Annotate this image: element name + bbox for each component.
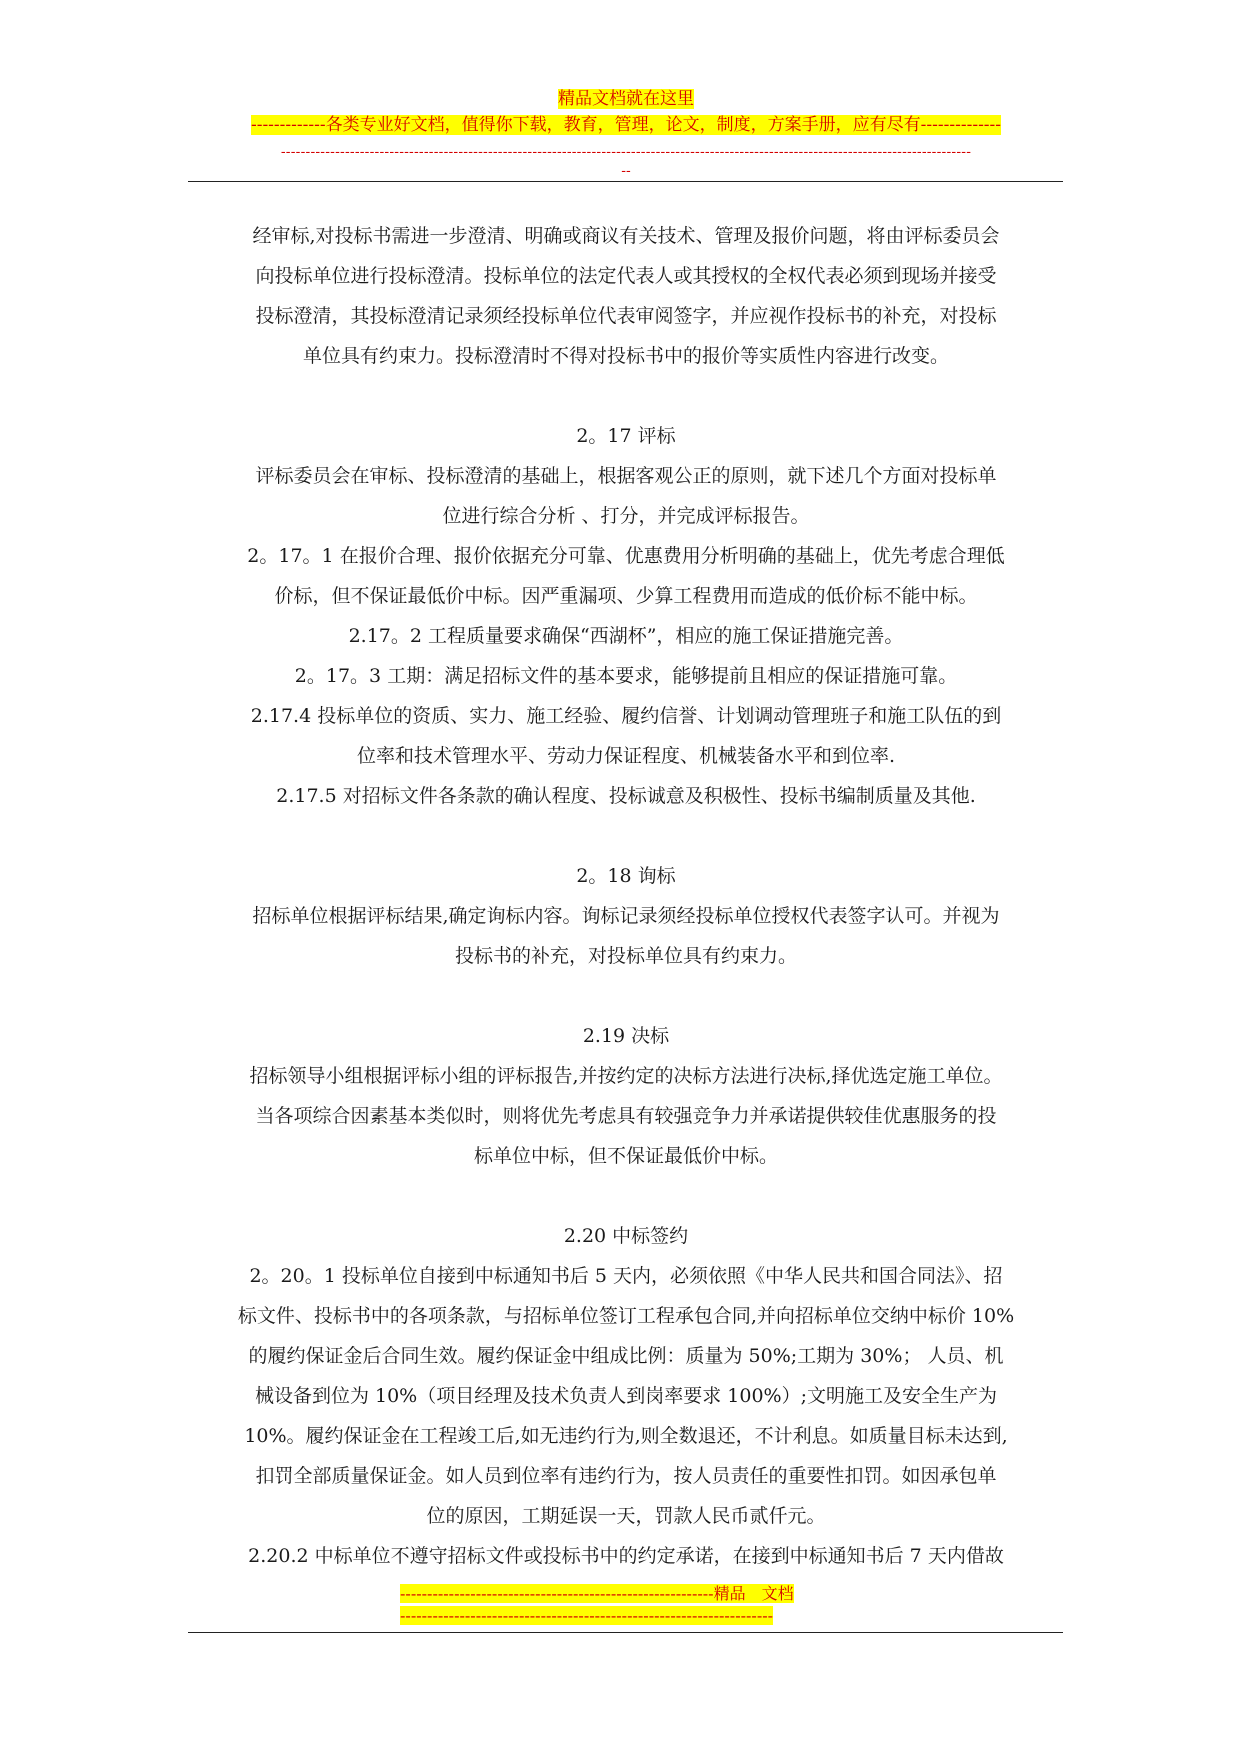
body-line: 位率和技术管理水平、劳动力保证程度、机械装备水平和到位率.: [356, 745, 896, 767]
body-line: 2。17 评标: [576, 425, 676, 447]
body-line: 评标委员会在审标、投标澄清的基础上，根据客观公正的原则，就下述几个方面对投标单: [255, 465, 997, 487]
body-line: 价标，但不保证最低价中标。因严重漏项、少算工程费用而造成的低价标不能中标。: [274, 585, 978, 607]
body-line: 投标澄清，其投标澄清记录须经投标单位代表审阅签字，并应视作投标书的补充，对投标: [255, 305, 997, 327]
body-line: 单位具有约束力。投标澄清时不得对投标书中的报价等实质性内容进行改变。: [302, 345, 949, 367]
blank-line: [188, 976, 1064, 1016]
header-divider: [188, 181, 1063, 182]
body-line: 投标书的补充，对投标单位具有约束力。: [454, 945, 797, 967]
body-line: 械设备到位为 10%（项目经理及技术负责人到岗率要求 100%）;文明施工及安全生产为: [254, 1385, 998, 1407]
body-line: 2.17.5 对招标文件各条款的确认程度、投标诚意及积极性、投标书编制质量及其他.: [276, 785, 976, 807]
body-line: 标文件、投标书中的各项条款，与招标单位签订工程承包合同,并向招标单位交纳中标价 10%: [237, 1305, 1015, 1327]
body-line: 2.20.2 中标单位不遵守招标文件或投标书中的约定承诺，在接到中标通知书后 7 天内借故: [248, 1545, 1004, 1567]
body-line: 2.17。2 工程质量要求确保“西湖杯”，相应的施工保证措施完善。: [348, 625, 904, 647]
document-body: [188, 216, 1064, 1576]
body-line: 当各项综合因素基本类似时，则将优先考虑具有较强竞争力并承诺提供较佳优惠服务的投: [255, 1105, 997, 1127]
footer-divider: [188, 1632, 1063, 1633]
body-line: 的履约保证金后合同生效。履约保证金中组成比例：质量为 50%;工期为 30%； 人员、机: [248, 1345, 1004, 1367]
body-line: 2.17.4 投标单位的资质、实力、施工经验、履约信誉、计划调动管理班子和施工队伍的到: [250, 705, 1002, 727]
header-dash-line: --------------------------------------------------------------------------------------------------------------------------------------------: [280, 144, 972, 160]
body-line: 位进行综合分析 、打分，并完成评标报告。: [442, 505, 810, 527]
body-line: 10%。履约保证金在工程竣工后,如无违约行为,则全数退还，不计利息。如质量目标未达到,: [244, 1425, 1008, 1447]
header-dash-line-end: --: [621, 163, 631, 179]
body-line: 招标领导小组根据评标小组的评标报告,并按约定的决标方法进行决标,择优选定施工单位。: [249, 1065, 1003, 1087]
body-line: 招标单位根据评标结果,确定询标内容。询标记录须经投标单位授权代表签字认可。并视为: [252, 905, 1000, 927]
header-title: 精品文档就在这里: [558, 89, 694, 109]
body-line: 扣罚全部质量保证金。如人员到位率有违约行为，按人员责任的重要性扣罚。如因承包单: [255, 1465, 997, 1487]
footer-line-1: ----------------------------------------------------------精品 文档: [400, 1584, 794, 1603]
blank-line: [188, 1176, 1064, 1216]
body-line: 经审标,对投标书需进一步澄清、明确或商议有关技术、管理及报价问题，将由评标委员会: [252, 225, 1000, 247]
blank-line: [188, 376, 1064, 416]
footer-line-2: ---------------------------------------------------------------------: [400, 1606, 774, 1625]
blank-line: [188, 816, 1064, 856]
body-line: 2.20 中标签约: [563, 1225, 689, 1247]
body-line: 2。17。1 在报价合理、报价依据充分可靠、优惠费用分析明确的基础上，优先考虑合理低: [247, 545, 1005, 567]
body-line: 2。17。3 工期：满足招标文件的基本要求，能够提前且相应的保证措施可靠。: [294, 665, 958, 687]
body-line: 向投标单位进行投标澄清。投标单位的法定代表人或其授权的全权代表必须到现场并接受: [255, 265, 997, 287]
body-line: 位的原因，工期延误一天，罚款人民币贰仟元。: [426, 1505, 826, 1527]
header-tagline: -------------各类专业好文档，值得你下载，教育，管理，论文，制度，方案手册，应有尽有--------------: [250, 115, 1002, 135]
body-line: 2。20。1 投标单位自接到中标通知书后 5 天内，必须依照《中华人民共和国合同法》、招: [249, 1265, 1003, 1287]
body-line: 标单位中标，但不保证最低价中标。: [473, 1145, 778, 1167]
body-line: 2。18 询标: [576, 865, 676, 887]
body-line: 2.19 决标: [582, 1025, 670, 1047]
